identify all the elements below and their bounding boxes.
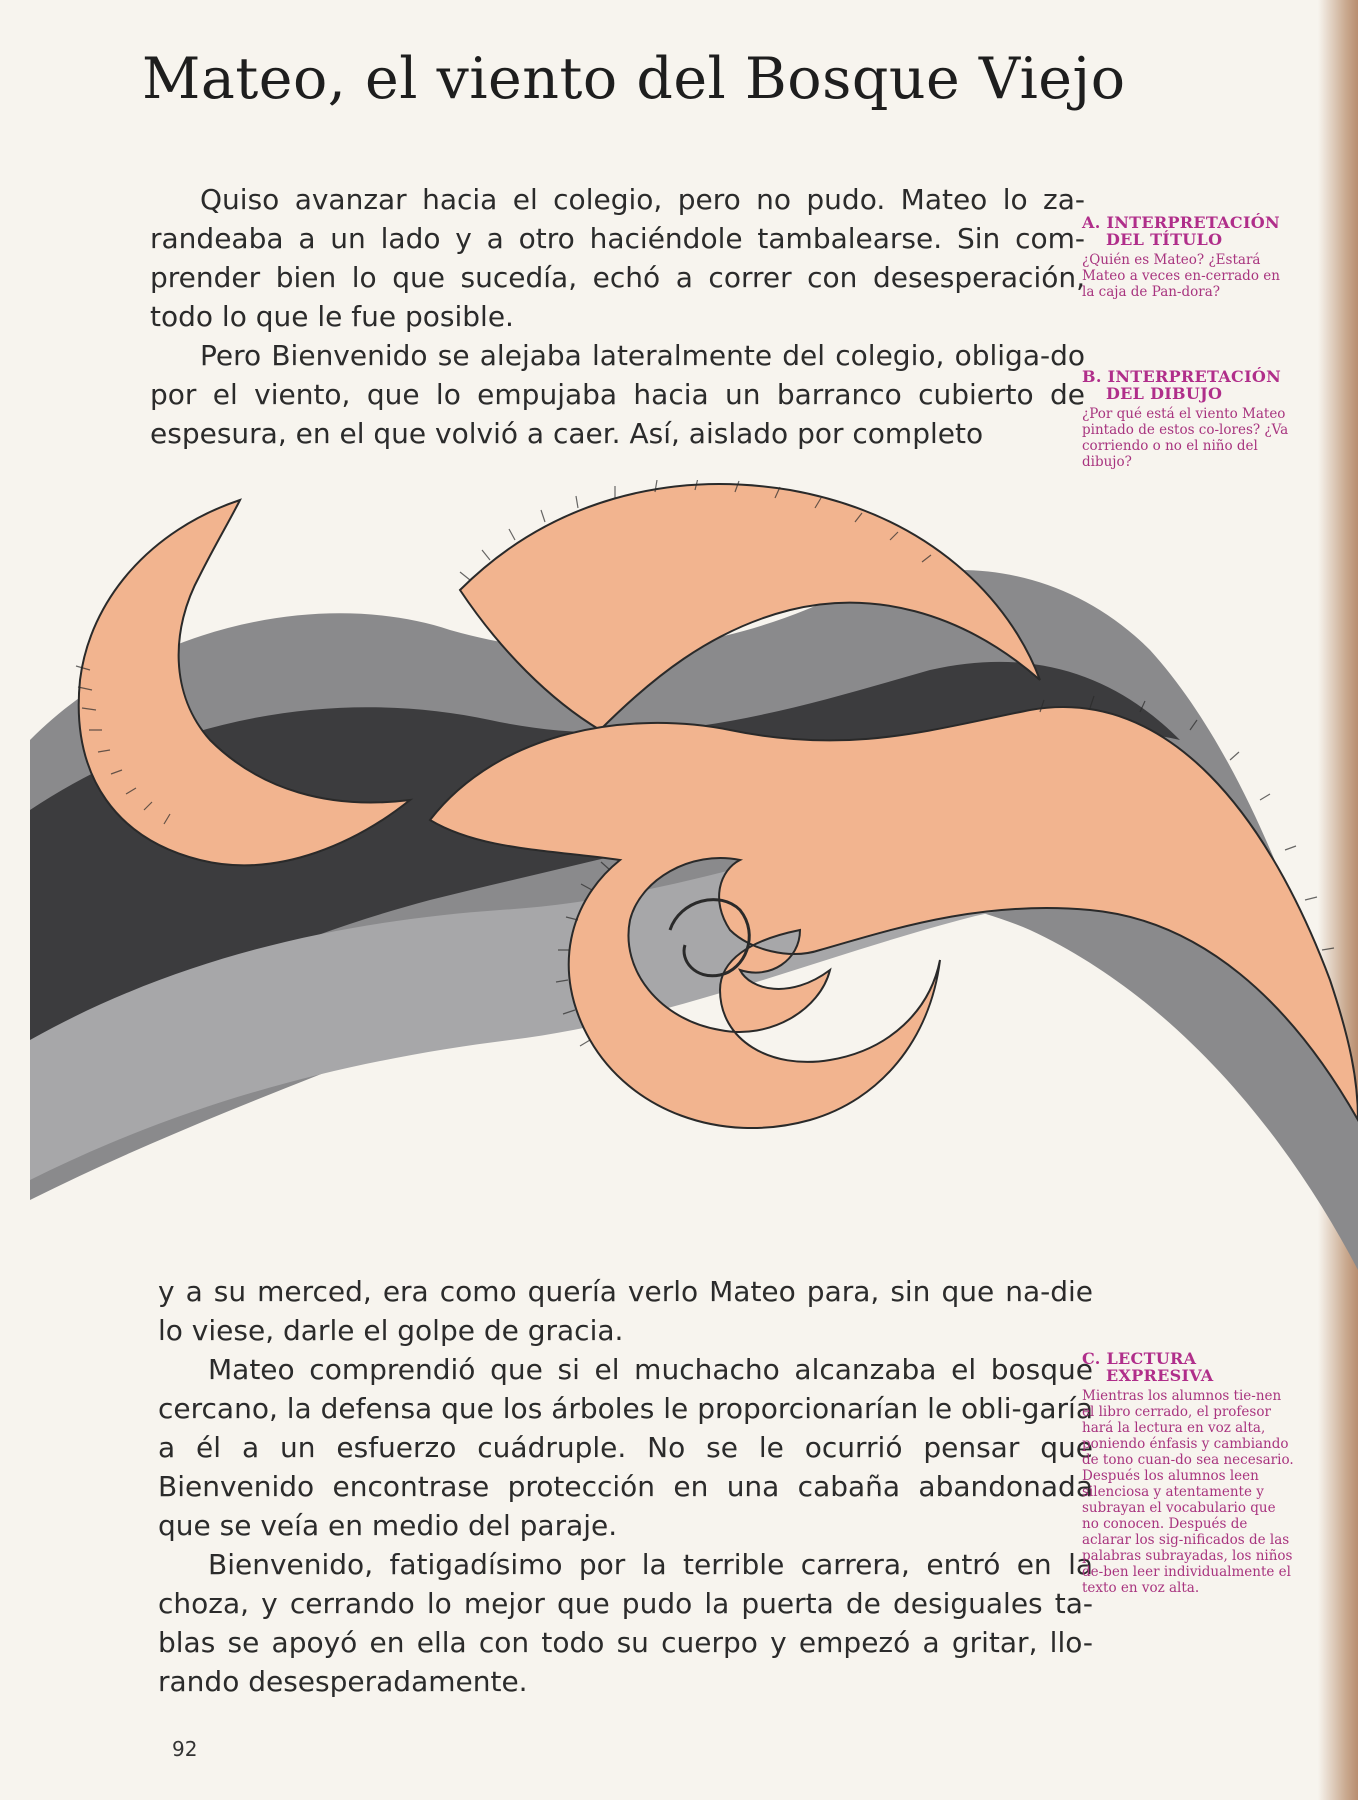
sidebar-note-b	[1082, 368, 1296, 470]
sidebar-heading: DEL DIBUJO	[1106, 384, 1223, 403]
story-text-bottom	[158, 1272, 1093, 1701]
page-number: 92	[172, 1737, 198, 1761]
story-text-top	[150, 180, 1085, 453]
story-paragraph: Mateo comprendió que si el muchacho alcanzaba el bosque cercano, la defensa que los árboles le proporcionarían le obli-garía a él a un esfuerzo cuádruple. No se le ocurrió pensar que Bienvenido encontrase protección en una cabaña abandonada que se veía en medio del paraje.	[158, 1353, 1093, 1542]
sidebar-note-c	[1082, 1350, 1296, 1596]
sidebar-note-a	[1082, 214, 1296, 300]
sidebar-note-text: ¿Por qué está el viento Mateo pintado de estos co-lores? ¿Va corriendo o no el niño del dibujo?	[1082, 406, 1289, 470]
sidebar-heading: EXPRESIVA	[1106, 1366, 1214, 1385]
sidebar-note-text: ¿Quién es Mateo? ¿Estará Mateo a veces en-cerrado en la caja de Pan-dora?	[1082, 252, 1280, 300]
page-title: Mateo, el viento del Bosque Viejo	[142, 46, 1126, 112]
story-paragraph: y a su merced, era como quería verlo Mateo para, sin que na-die lo viese, darle el golpe de gracia.	[158, 1275, 1093, 1347]
wind-illustration	[30, 480, 1358, 1270]
sidebar-heading: C. LECTURA	[1082, 1349, 1197, 1368]
story-paragraph: Pero Bienvenido se alejaba lateralmente del colegio, obliga-do por el viento, que lo empujaba hacia un barranco cubierto de espesura, en el que volvió a caer. Así, aislado por completo	[150, 339, 1085, 450]
story-paragraph: Quiso avanzar hacia el colegio, pero no pudo. Mateo lo za-randeaba a un lado y a otro haciéndole tambalearse. Sin com-prender bien lo que sucedía, echó a correr con desesperación, todo lo que le fue posible.	[150, 183, 1085, 333]
sidebar-heading: A. INTERPRETACIÓN	[1082, 213, 1280, 232]
sidebar-heading: DEL TÍTULO	[1106, 230, 1223, 249]
story-paragraph: Bienvenido, fatigadísimo por la terrible carrera, entró en la choza, y cerrando lo mejor que pudo la puerta de desiguales ta-blas se apoyó en ella con todo su cuerpo y empezó a gritar, llo-rando desesperadamente.	[158, 1548, 1093, 1698]
sidebar-note-text: Mientras los alumnos tie-nen el libro cerrado, el profesor hará la lectura en voz alta, poniendo énfasis y cambiando de tono cuan-do sea necesario. Después los alumnos leen silenciosa y atentamente y subrayan el vocabulario que no conocen. Después de aclarar los sig-nificados de las palabras subrayadas, los niños de-ben leer individualmente el texto en voz alta.	[1082, 1388, 1294, 1596]
sidebar-heading: B. INTERPRETACIÓN	[1082, 367, 1282, 386]
